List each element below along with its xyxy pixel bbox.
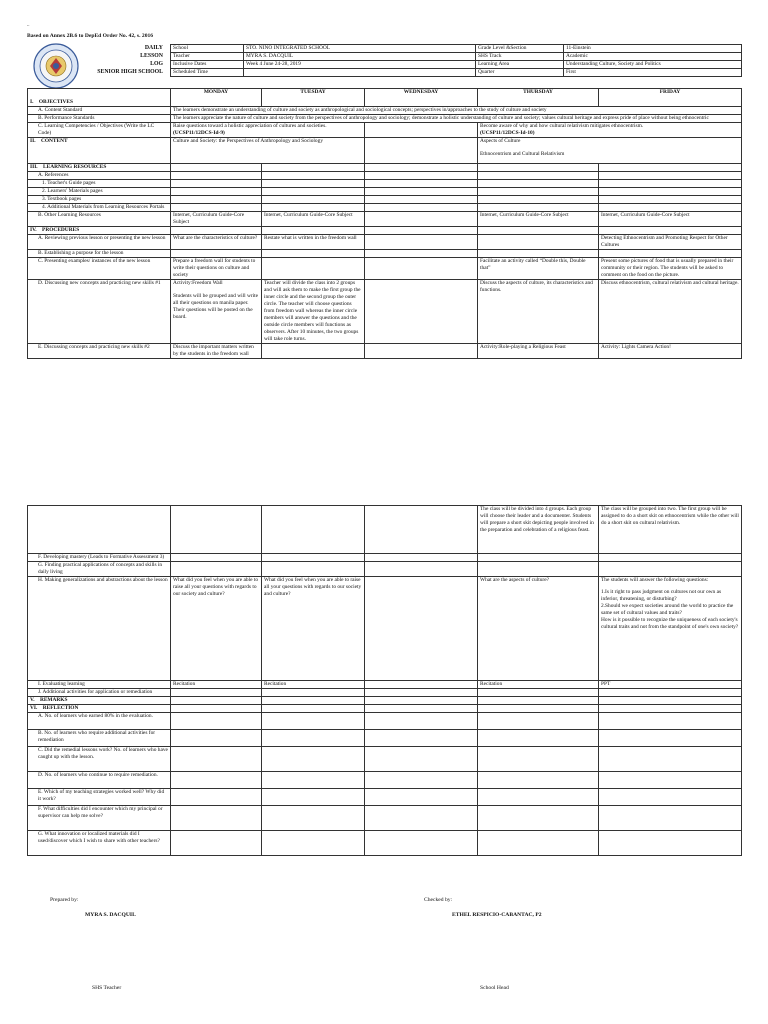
applications-label: G. Finding practical applications of concepts and skills in daily living (28, 562, 171, 577)
day-thursday: THURSDAY (478, 89, 599, 107)
school-value: STO. NINO INTEGRATED SCHOOL (244, 45, 476, 53)
section-title: PROCEDURES (42, 227, 80, 234)
teacher-label: Teacher (171, 53, 244, 61)
reflection-c-label: C. Did the remedial lessons work? No. of learners who have caught up with the lesson. (28, 747, 171, 772)
content-standard-label: A. Content Standard (28, 107, 171, 115)
day-monday: MONDAY (171, 89, 262, 107)
performance-standards-label: B. Performance Standards (28, 115, 171, 123)
time-value (244, 69, 476, 77)
log-title-line: LOG (150, 61, 163, 67)
checked-by-role: School Head (480, 985, 509, 991)
log-title-line: SENIOR HIGH SCHOOL (97, 69, 163, 75)
performance-standards-text: The learners appreciate the nature of culture and society from the perspectives of anthropology and sociology; demonstrate a holistic understanding of culture and society; values cultural heritage and express pride of place without being ethnocentric (171, 115, 742, 123)
section-num: V. (30, 697, 35, 704)
generalizations-friday (599, 577, 742, 681)
evaluating-tuesday: Recitation (262, 681, 365, 689)
reflection-e-label: E. Which of my teaching strategies worked well? Why did it work? (28, 789, 171, 806)
generalizations-monday: What did you feel when you are able to raise all your questions with regards to our society and culture? (171, 577, 262, 681)
content-topic: Ethnocentrism and Cultural Relativism (480, 151, 565, 158)
concepts2-friday-cont: The class will be grouped into two. The first group will be assigned to do a short skit on ethnocentrism while the other will do a short skit on cultural relativism. (599, 506, 742, 554)
teachers-guide-label: 1. Teacher's Guide pages (28, 180, 171, 188)
other-resources-thursday: Internet, Curriculum Guide-Core Subject (478, 212, 599, 227)
other-resources-label: B. Other Learning Resources (28, 212, 171, 227)
prepared-by-role: SHS Teacher (92, 985, 122, 991)
reflection-b-label: B. No. of learners who require additional activities for remediation (28, 730, 171, 747)
grade-label: Grade Level &Section (476, 45, 564, 53)
references-label: A. References (28, 172, 171, 180)
generalizations-tuesday: What did you feel when you are able to raise all your questions with regards to our society and culture? (262, 577, 365, 681)
question-item: 2.Should we expect societies around the world to practice the same set of cultural values and traits? (601, 603, 734, 617)
content-monday: Culture and Society: the Perspectives of Anthropology and Sociology (171, 138, 365, 164)
objectives-heading (28, 89, 171, 107)
examples-monday: Prepare a freedom wall for students to write their questions on culture and society (171, 258, 262, 280)
examples-friday: Present some pictures of food that is usually prepared in their community or their region. The students will be asked to comment on the food on the picture. (599, 258, 742, 280)
content-thursday (478, 138, 742, 164)
question-intro: The students will answer the following questions: (601, 577, 709, 584)
mastery-label: F. Developing mastery (Leads to Formative Assessment 3) (28, 554, 171, 562)
review-tuesday: Restate what is written in the freedom wall (262, 235, 365, 250)
concepts1-monday (171, 280, 262, 344)
competency-code: (UCSP11/12DCS-Id-10) (480, 130, 535, 137)
evaluating-monday: Recitation (171, 681, 262, 689)
day-wednesday: WEDNESDAY (365, 89, 478, 107)
reflection-g-label: G. What innovation or localized materials did I used/discover which I wish to share with other teachers? (28, 831, 171, 856)
review-friday: Detecting Ethnocentrism and Promoting Respect for Other Cultures (599, 235, 742, 250)
concepts2-thursday: Activity:Role-playing a Religious Feast (478, 344, 599, 359)
competencies-monday (171, 123, 365, 138)
other-resources-tuesday: Internet, Curriculum Guide-Core Subject (262, 212, 365, 227)
procedures-heading (28, 227, 171, 235)
annex-note: Based on Annex 2B.6 to DepEd Order No. 42, s. 2016 (27, 33, 154, 39)
evaluating-label: I. Evaluating learning (28, 681, 171, 689)
content-wednesday (365, 138, 478, 164)
competencies-label: C. Learning Competencies / Objectives (Write the LC Code) (28, 123, 171, 138)
reflection-a-label: A. No. of learners who earned 80% in the evaluation. (28, 713, 171, 730)
content-standard-text: The learners demonstrate an understanding of culture and society as anthropological and sociological concepts; perspectives in/approaches to the study of culture and society (171, 107, 742, 115)
header-table (170, 44, 742, 77)
question-item: 1.Is it right to pass judgment on cultures not our own as inferior, threatening, or disturbing? (601, 589, 722, 603)
section-title: LEARNING RESOURCES (43, 164, 107, 171)
concepts1-tuesday: Teacher will divide the class into 2 groups and will ask them to make the first group the inner circle and the second group the outer circle. The teacher will choose questions from freedom wall whereas the inner circle members will answer the questions and the outside circle members will functions as observers. After 10 minutes, the two groups will take role turns. (262, 280, 365, 344)
concepts2-friday: Activity: Lights Camera Action! (599, 344, 742, 359)
resources-heading (28, 164, 171, 172)
checked-by-label: Checked by: (424, 897, 453, 903)
log-title (95, 44, 163, 76)
evaluating-friday: PPT (599, 681, 742, 689)
question-item: How is it possible to recognize the uniqueness of each society's cultural traits and not from the standpoint of one's own society? (601, 617, 739, 631)
concepts1-label: D. Discussing new concepts and practicing new skills #1 (28, 280, 171, 344)
competency-text: Raise questions toward a holistic appreciation of cultures and societies. (173, 123, 327, 130)
day-friday: FRIDAY (599, 89, 742, 107)
purpose-label: B. Establishing a purpose for the lesson (28, 250, 171, 258)
log-title-line: LESSON (140, 53, 163, 59)
section-title: REFLECTION (42, 705, 79, 712)
concepts1-friday: Discuss ethnocentrism, cultural relativism and cultural heritage. (599, 280, 742, 344)
checked-by-name: ETHEL RESPICIO-CABANTAC, P2 (452, 912, 542, 918)
time-label: Scheduled Time (171, 69, 244, 77)
examples-thursday: Facilitate an activity called “Double this, Double that” (478, 258, 599, 280)
grade-value: 11-Einstein (564, 45, 742, 53)
section-title: OBJECTIVES (38, 98, 73, 105)
competencies-wednesday (365, 123, 478, 138)
activity-text: Students will be grouped and will write all their questions on manila paper. Their questions will be posted on the board. (173, 293, 259, 321)
section-title: CONTENT (40, 138, 68, 145)
content-heading (28, 138, 171, 164)
competencies-thursday (478, 123, 742, 138)
prepared-by-name: MYRA S. DACQUIL (85, 912, 136, 918)
teacher-value: MYRA S. DACQUIL (244, 53, 476, 61)
other-resources-friday: Internet, Curriculum Guide-Core Subject (599, 212, 742, 227)
concepts2-thursday-cont: The class will be divided into 4 groups. Each group will choose their leader and a documenter. Students will prepare a short skit depicting people involved in the preparation and celebration of a religious feast. (478, 506, 599, 554)
section-num: VI. (30, 705, 38, 712)
lesson-log-table-continued (27, 505, 742, 856)
log-title-line: DAILY (144, 45, 163, 51)
examples-label: C. Presenting examples/ instances of the new lesson (28, 258, 171, 280)
section-num: II. (30, 138, 36, 145)
textbook-label: 3. Textbook pages (28, 196, 171, 204)
quarter-value: First (564, 69, 742, 77)
track-value: Academic (564, 53, 742, 61)
day-tuesday: TUESDAY (262, 89, 365, 107)
generalizations-label: H. Making generalizations and abstractions about the lesson (28, 577, 171, 681)
prepared-by-label: Prepared by: (50, 897, 79, 903)
deped-seal-icon (33, 43, 79, 92)
concepts1-thursday: Discuss the aspects of culture, its characteristics and functions. (478, 280, 599, 344)
remarks-heading (28, 697, 171, 705)
competency-text: Become aware of why and how cultural relativism mitigates ethnocentrism. (480, 123, 644, 130)
reflection-f-label: F. What difficulties did I encounter which my principal or supervisor can help me solve? (28, 806, 171, 831)
competency-code: (UCSP11/12DCS-Id-9) (173, 130, 225, 137)
concepts2-label: E. Discussing concepts and practicing new skills #2 (28, 344, 171, 359)
generalizations-thursday: What are the aspects of culture? (478, 577, 599, 681)
lr-portal-label: 4. Additional Materials from Learning Resources Portals (28, 204, 171, 212)
activity-title: Activity:Freedom Wall (173, 280, 223, 287)
reflection-d-label: D. No. of learners who continue to require remediation. (28, 772, 171, 789)
concepts2-monday: Discuss the important matters written by the students in the freedom wall (171, 344, 262, 359)
content-topic: Aspects of Culture (480, 138, 521, 145)
quarter-label: Quarter (476, 69, 564, 77)
track-label: SHS Track (476, 53, 564, 61)
section-num: IV. (30, 227, 37, 234)
reflection-heading (28, 705, 171, 713)
review-label: A. Reviewing previous lesson or presenting the new lesson (28, 235, 171, 250)
additional-activities-label: J. Additional activities for application or remediation (28, 689, 171, 697)
evaluating-thursday: Recitation (478, 681, 599, 689)
section-title: REMARKS (39, 697, 68, 704)
top-mark: .. (27, 23, 30, 28)
dates-value: Week 4 June 24-28, 2019 (244, 61, 476, 69)
area-value: Understanding Culture, Society and Politics (564, 61, 742, 69)
area-label: Learning Area (476, 61, 564, 69)
learners-materials-label: 2. Learners' Materials pages (28, 188, 171, 196)
dates-label: Inclusive Dates (171, 61, 244, 69)
section-num: I. (30, 98, 34, 105)
school-label: School (171, 45, 244, 53)
review-monday: What are the characteristics of culture? (171, 235, 262, 250)
other-resources-monday: Internet, Curriculum Guide-Core Subject (171, 212, 262, 227)
lesson-log-table (27, 88, 742, 359)
section-num: III. (30, 164, 38, 171)
